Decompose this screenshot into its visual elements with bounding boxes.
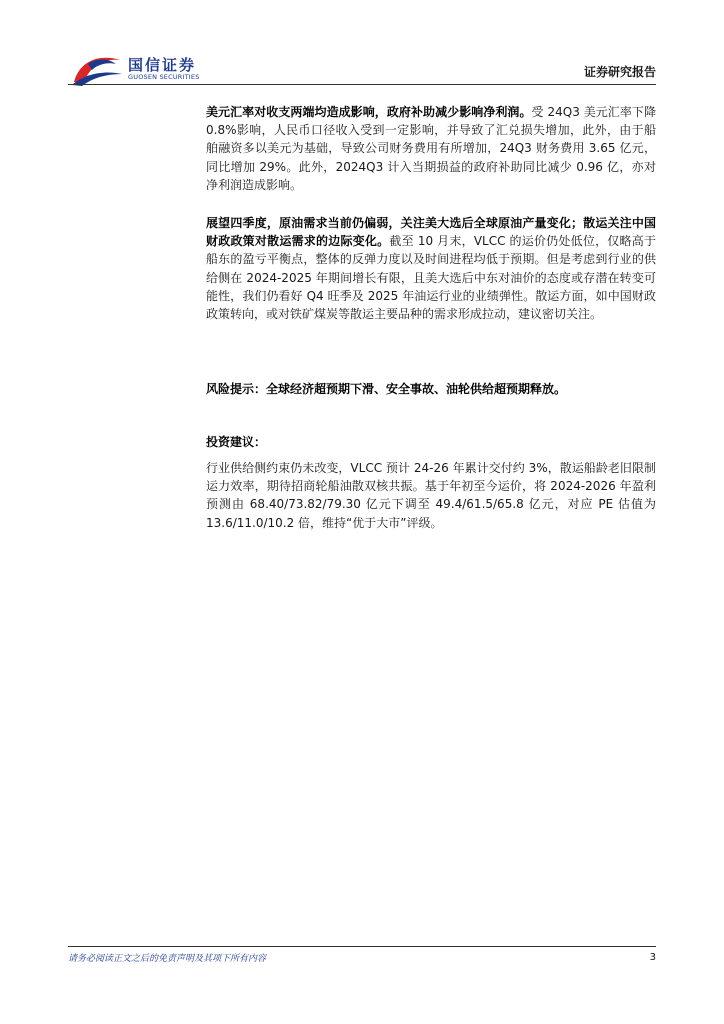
footer-disclaimer: 请务必阅读正文之后的免责声明及其项下所有内容	[68, 954, 267, 964]
paragraph-risk-warning	[206, 380, 656, 398]
paragraph-investment-advice: 行业供给侧约束仍未改变，VLCC 预计 24-26 年累计交付约 3%，散运船龄老旧限制运力效率，期待招商轮船油散双核共振。基于年初至今运价，将 2024-2026 年盈利预测由 68.40/73.82/79.30 亿元下调至 49.4/61.5/65.8 亿元，对应 PE 估值为 13.6/11.0/10.2 倍，维持“优于大市”评级。	[206, 461, 656, 530]
paragraph-fx-impact	[206, 103, 656, 194]
paragraph-fx-impact-text: 受 24Q3 美元汇率下降 0.8%影响，人民币口径收入受到一定影响，并导致了汇兑损失增加，此外，由于船舶融资多以美元为基础，导致公司财务费用有所增加，24Q3 财务费用 3.65 亿元，同比增加 29%。此外，2024Q3 计入当期损益的政府补助同比减少 0.96 亿，亦对净利润造成影响。	[206, 105, 656, 192]
investment-advice-heading-text: 投资建议：	[206, 435, 267, 449]
page-number: 3	[649, 952, 656, 963]
logo-english-name: GUOSEN SECURITIES	[128, 73, 200, 81]
paragraph-fx-impact-lead: 美元汇率对收支两端均造成影响，政府补助减少影响净利润。	[206, 105, 532, 119]
guosen-logo-icon	[70, 52, 126, 86]
paragraph-q4-outlook	[206, 214, 656, 323]
risk-warning-text: 风险提示：全球经济超预期下滑、安全事故、油轮供给超预期释放。	[206, 382, 567, 396]
investment-advice-heading	[206, 433, 656, 451]
header-divider	[68, 84, 656, 85]
paragraph-q4-outlook-lead: 展望四季度，原油需求当前仍偏弱，关注美大选后全球原油产量变化；散运关注中国财政政策对散运需求的边际变化。	[206, 216, 656, 249]
page-header	[0, 0, 724, 90]
logo-chinese-name: 国信证券	[128, 56, 197, 74]
footer-divider	[68, 946, 656, 947]
guosen-logo	[70, 52, 205, 88]
paragraph-q4-outlook-text: 截至 10 月末，VLCC 的运价仍处低位，仅略高于船东的盈亏平衡点，整体的反弹力度以及时间进程均低于预期。但是考虑到行业的供给侧在 2024-2025 年期间增长有限，且美大选后中东对油价的态度或存潜在转变可能性，我们仍看好 Q4 旺季及 2025 年油运行业的业绩弹性。散运方面，如中国财政政策转向，或对铁矿煤炭等散运主要品种的需求形成拉动，建议密切关注。	[206, 234, 656, 322]
report-type-label: 证券研究报告	[583, 65, 656, 79]
